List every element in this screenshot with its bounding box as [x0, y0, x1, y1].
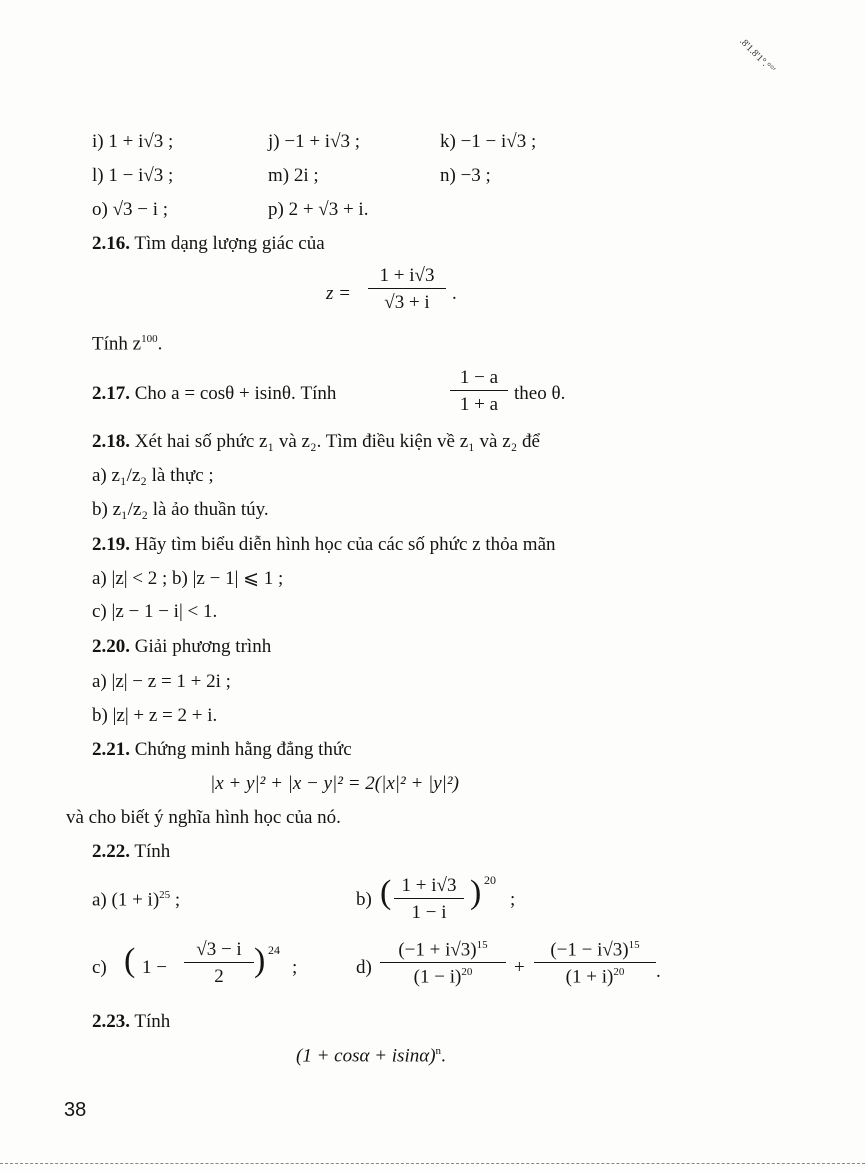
final-formula [296, 1046, 446, 1065]
identity-formula: |x + y|² + |x − y|² = 2(|x|² + |y|²) [210, 773, 459, 794]
problem-2-23 [92, 1012, 170, 1031]
fraction-2-17 [450, 368, 508, 414]
item-a [92, 890, 180, 909]
d2-numerator-exponent: 15 [628, 939, 640, 951]
item-c: c) |z − 1 − i| < 1. [92, 601, 218, 622]
fraction-numerator: 1 − a [450, 368, 508, 391]
fraction-denominator: √3 + i [384, 292, 430, 313]
fraction-numerator: 1 + i√3 [394, 876, 464, 899]
fraction-denominator: 2 [214, 966, 224, 987]
problem-continuation: và cho biết ý nghĩa hình học của nó. [66, 807, 341, 828]
problem-label: 2.16. [92, 233, 130, 254]
item-a-text: a) (1 + i) [92, 889, 160, 911]
item-d-label: d) [356, 957, 372, 978]
problem-label: 2.18. [92, 431, 130, 452]
formula-tail: . [452, 283, 457, 304]
problem-text: Hãy tìm biểu diễn hình học của các số phức z thỏa mãn [134, 534, 556, 555]
d2-denominator-exponent: 20 [613, 966, 625, 979]
corner-stamp: .8'1.8'1°.°°′ [737, 36, 778, 76]
compute-text: Tính z [92, 333, 142, 355]
problem-label: 2.20. [92, 636, 130, 657]
formula-lhs: z = [326, 283, 351, 304]
item-ab: a) |z| < 2 ; b) |z − 1| ⩽ 1 ; [92, 568, 284, 589]
problem-2-18 [92, 432, 540, 451]
item-c-exponent: 24 [268, 943, 280, 957]
final-formula-end: . [441, 1045, 446, 1067]
problem-label: 2.22. [92, 841, 130, 862]
problem-text: Cho a = cosθ + isinθ. Tính [134, 383, 337, 404]
item-b: b) |z| + z = 2 + i. [92, 705, 218, 726]
problem-tail: theo θ. [514, 383, 566, 404]
fraction-denominator [534, 963, 656, 986]
item-p: p) 2 + √3 + i. [268, 199, 369, 220]
final-formula-exponent: n [435, 1045, 442, 1057]
fraction-d2 [534, 940, 656, 987]
problem-2-19 [92, 535, 556, 554]
problem-text: Chứng minh hằng đẳng thức [134, 739, 352, 760]
final-formula-text: (1 + cosα + isinα) [296, 1045, 436, 1067]
fraction-denominator: 1 + a [459, 394, 499, 415]
problem-text: Tìm dạng lượng giác của [134, 233, 325, 254]
item-l: l) 1 − i√3 ; [92, 165, 174, 186]
problem-text: Giải phương trình [134, 636, 272, 657]
item-b-exponent: 20 [484, 873, 496, 887]
fraction-2-16 [368, 266, 446, 312]
fraction-denominator [380, 963, 506, 986]
problem-label: 2.19. [92, 534, 130, 555]
problem-text: Xét hai số phức z₁ và z₂. Tìm điều kiện về z₁ và z₂ để [134, 431, 540, 452]
fraction-d1 [380, 940, 506, 987]
item-c-label: c) [92, 957, 107, 978]
problem-text: Tính [134, 841, 171, 862]
item-m: m) 2i ; [268, 165, 319, 186]
item-a-exponent: 25 [159, 889, 171, 901]
paren-close: ) [470, 874, 482, 911]
paren-open: ( [380, 874, 392, 911]
item-c-one: 1 − [142, 957, 167, 978]
problem-2-16 [92, 234, 325, 253]
fraction-b [394, 876, 464, 922]
problem-text: Tính [134, 1011, 171, 1032]
item-a: a) |z| − z = 1 + 2i ; [92, 671, 231, 692]
fraction-numerator: √3 − i [184, 940, 254, 963]
item-b-label: b) [356, 889, 372, 910]
item-c-tail: ; [292, 957, 298, 978]
compute-exponent: 100 [141, 333, 158, 345]
fraction-numerator [534, 940, 656, 963]
compute-end: . [157, 333, 163, 355]
page-number: 38 [64, 1099, 87, 1121]
paren-close: ) [254, 942, 266, 979]
item-n: n) −3 ; [440, 165, 491, 186]
problem-label: 2.23. [92, 1011, 130, 1032]
fraction-denominator: 1 − i [411, 902, 447, 923]
item-b: b) z₁/z₂ là ảo thuần túy. [92, 499, 269, 520]
item-j: j) −1 + i√3 ; [268, 131, 361, 152]
item-b-tail: ; [510, 889, 516, 910]
fraction-numerator: 1 + i√3 [368, 266, 446, 289]
problem-2-20 [92, 637, 271, 656]
item-i: i) 1 + i√3 ; [92, 131, 174, 152]
problem-2-17 [92, 384, 336, 403]
item-d-tail: . [656, 961, 661, 982]
problem-2-21 [92, 740, 352, 759]
paren-open: ( [124, 942, 136, 979]
fraction-c [184, 940, 254, 986]
d2-denominator-text: (1 + i) [565, 966, 614, 988]
problem-2-22 [92, 842, 170, 861]
d1-numerator-exponent: 15 [476, 939, 488, 951]
fraction-numerator [380, 940, 506, 963]
problem-label: 2.17. [92, 383, 130, 404]
d1-denominator-text: (1 − i) [413, 966, 462, 988]
d2-numerator-text: (−1 − i√3) [550, 939, 629, 961]
item-a: a) z₁/z₂ là thực ; [92, 465, 214, 486]
d1-numerator-text: (−1 + i√3) [398, 939, 477, 961]
page-bottom-edge [0, 1163, 865, 1164]
item-o: o) √3 − i ; [92, 199, 169, 220]
problem-label: 2.21. [92, 739, 130, 760]
d1-denominator-exponent: 20 [461, 966, 473, 979]
item-d-plus: + [514, 957, 525, 978]
compute-line [92, 334, 162, 353]
item-a-tail: ; [174, 889, 181, 911]
item-k: k) −1 − i√3 ; [440, 131, 537, 152]
